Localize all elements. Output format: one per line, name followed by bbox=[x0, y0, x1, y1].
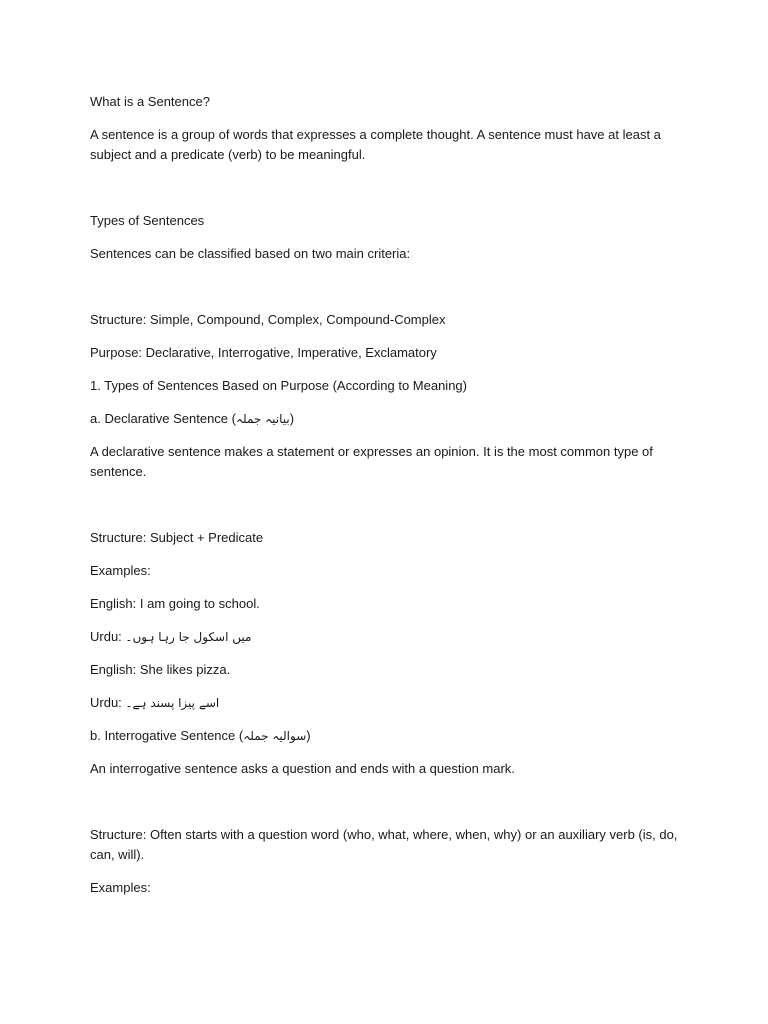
example-urdu bbox=[90, 627, 680, 647]
purpose-criteria: Purpose: Declarative, Interrogative, Imperative, Exclamatory bbox=[90, 345, 437, 360]
example-urdu-text: میں اسکول جا رہا ہوں۔ bbox=[125, 630, 252, 644]
declarative-description: A declarative sentence makes a statement or expresses an opinion. It is the most common type of sentence. bbox=[90, 444, 653, 479]
example-english: English: I am going to school. bbox=[90, 596, 260, 611]
structure-criteria: Structure: Simple, Compound, Complex, Compound-Complex bbox=[90, 312, 446, 327]
page-title: What is a Sentence? bbox=[90, 94, 210, 109]
declarative-heading bbox=[90, 409, 680, 429]
interrogative-structure: Structure: Often starts with a question word (who, what, where, when, why) or an auxiliary verb (is, do, can, will). bbox=[90, 827, 678, 862]
example-urdu bbox=[90, 693, 680, 713]
document-body bbox=[90, 92, 680, 898]
types-heading: Types of Sentences bbox=[90, 213, 205, 228]
declarative-structure: Structure: Subject + Predicate bbox=[90, 530, 264, 545]
interrogative-heading-urdu: سوالیہ جملہ bbox=[243, 729, 307, 743]
example-english: English: She likes pizza. bbox=[90, 662, 231, 677]
declarative-heading-suffix: ) bbox=[289, 411, 295, 426]
interrogative-description: An interrogative sentence asks a question and ends with a question mark. bbox=[90, 761, 515, 776]
example-urdu-label: Urdu: bbox=[90, 695, 126, 710]
example-urdu-text: اسے پیزا پسند ہے۔ bbox=[125, 696, 220, 710]
declarative-examples-label: Examples: bbox=[90, 563, 151, 578]
interrogative-heading-suffix: ) bbox=[306, 728, 311, 743]
example-urdu-label: Urdu: bbox=[90, 629, 126, 644]
section-heading-purpose: 1. Types of Sentences Based on Purpose (According to Meaning) bbox=[90, 378, 467, 393]
interrogative-heading-prefix: b. Interrogative Sentence ( bbox=[90, 728, 244, 743]
interrogative-examples-label: Examples: bbox=[90, 880, 151, 895]
declarative-heading-prefix: a. Declarative Sentence ( bbox=[90, 411, 236, 426]
interrogative-heading bbox=[90, 726, 680, 746]
sentence-definition: A sentence is a group of words that expresses a complete thought. A sentence must have at least a subject and a predicate (verb) to be meaningful. bbox=[90, 127, 661, 162]
classification-intro: Sentences can be classified based on two main criteria: bbox=[90, 246, 411, 261]
declarative-heading-urdu: بیانیہ جملہ bbox=[235, 412, 290, 426]
